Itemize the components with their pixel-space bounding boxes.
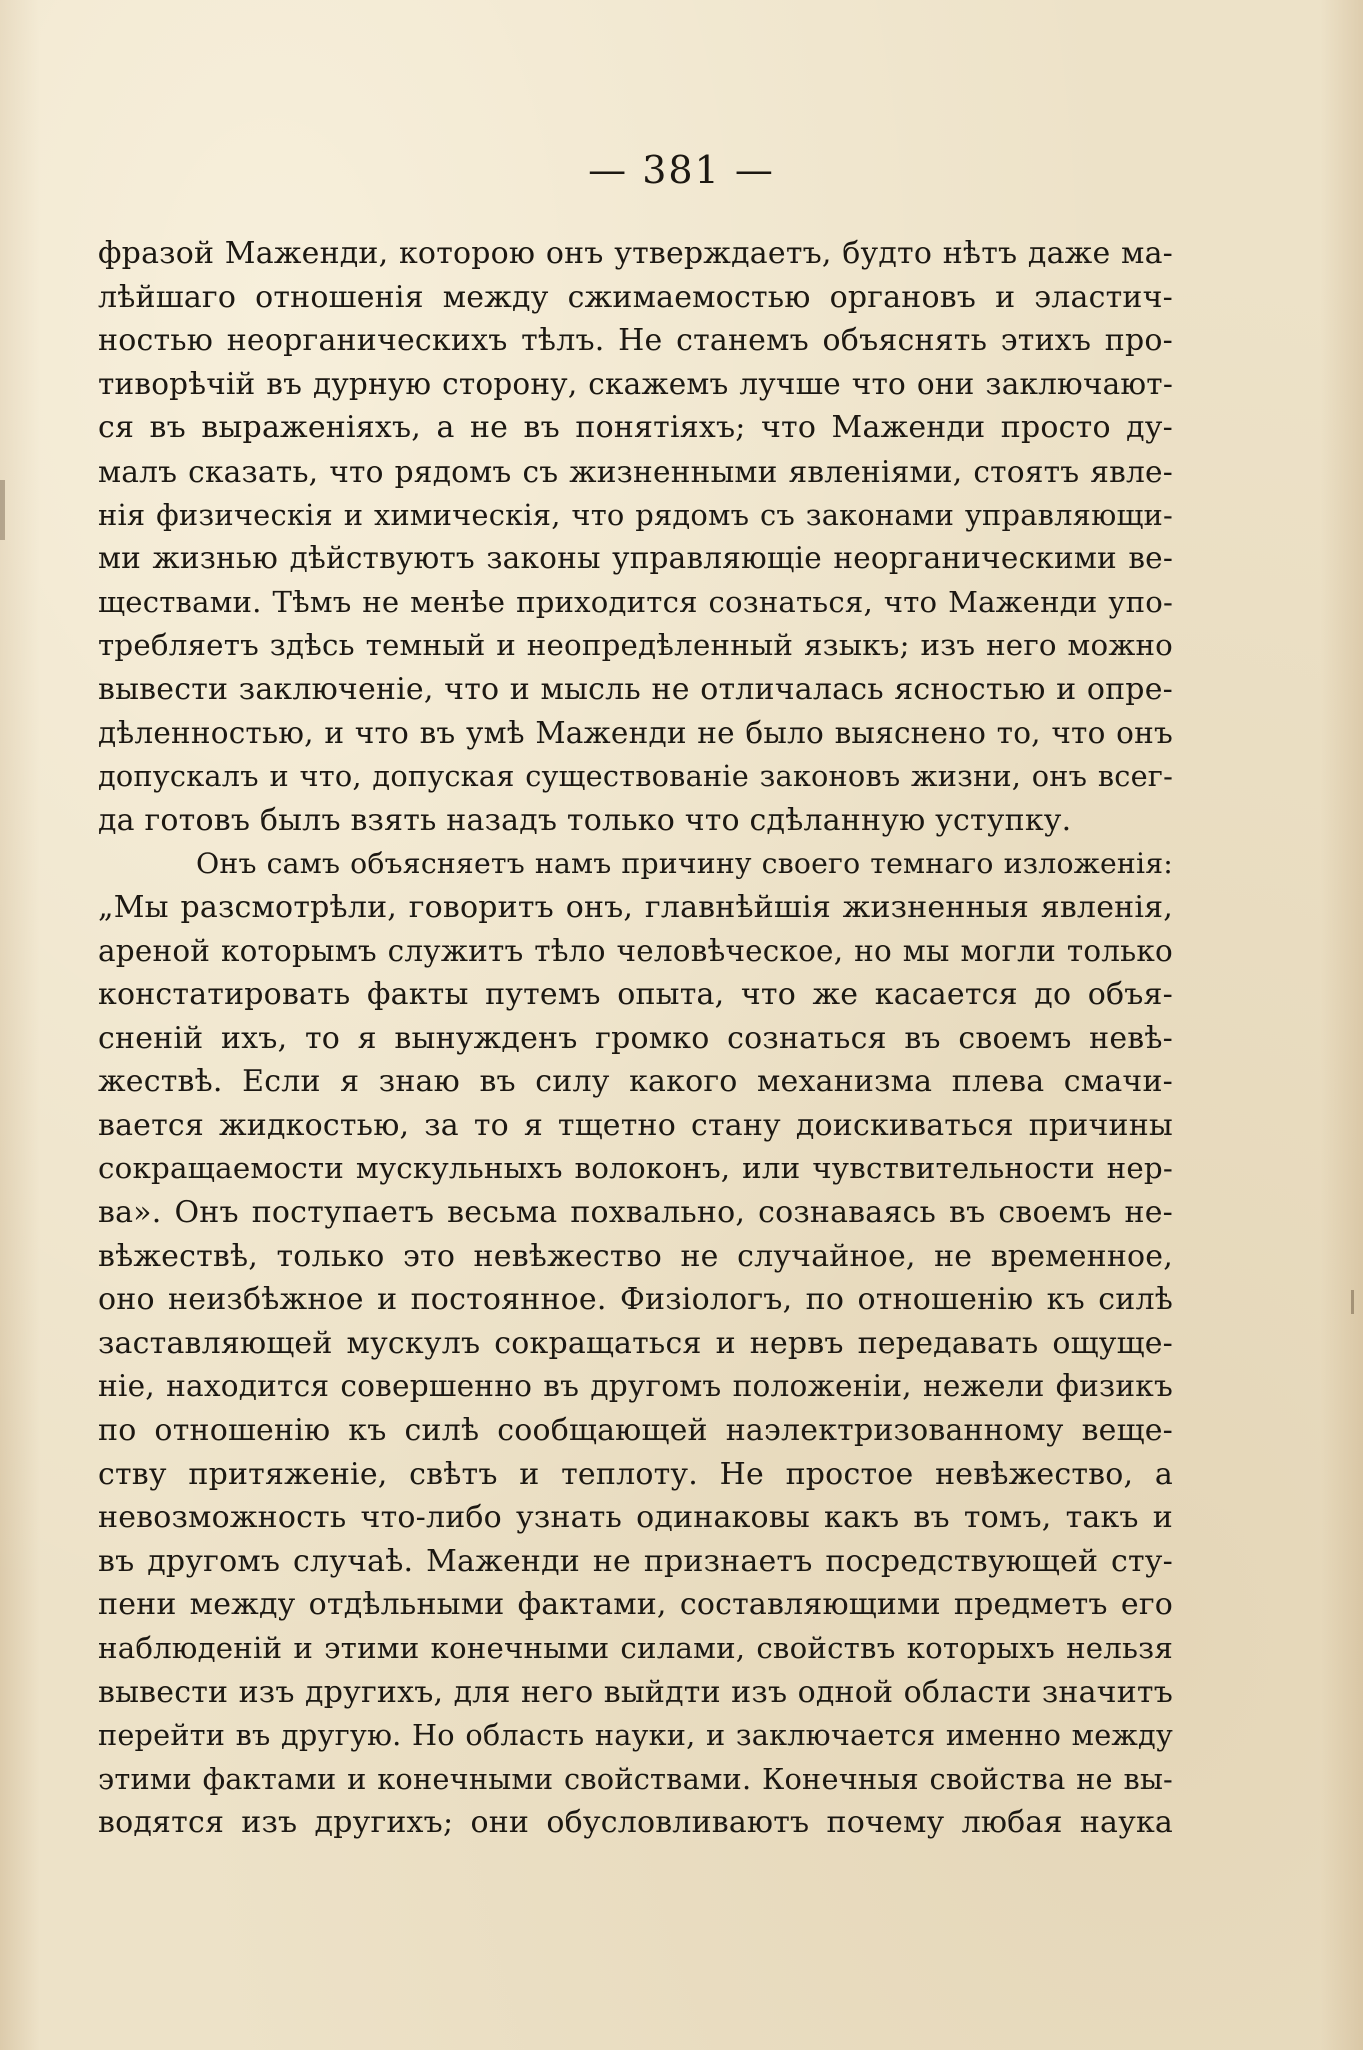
text-line: перейти въ другую. Но область науки, и заключается именно между xyxy=(98,1718,1173,1753)
text-line: малъ сказать, что рядомъ съ жизненными явленіями, стоятъ явле- xyxy=(98,453,1173,489)
text-line: наблюденій и этими конечными силами, свойствъ которыхъ нельзя xyxy=(98,1631,1173,1665)
text-line: этими фактами и конечными свойствами. Конечныя свойства не вы- xyxy=(98,1761,1173,1796)
text-line: „Мы разсмотрѣли, говоритъ онъ, главнѣйшія жизненныя явленія, xyxy=(98,889,1173,925)
paragraph-1 xyxy=(98,232,1173,842)
margin-stain xyxy=(0,480,5,540)
text-line: жествѣ. Если я знаю въ силу какого механизма плева смачи- xyxy=(98,1064,1173,1100)
text-line: вывести изъ другихъ, для него выйдти изъ одной области значитъ xyxy=(98,1674,1173,1710)
text-line: ареной которымъ служитъ тѣло человѣческое, но мы могли только xyxy=(98,933,1173,968)
text-line: ществами. Тѣмъ не менѣе приходится сознаться, что Маженди упо- xyxy=(98,584,1173,619)
text-line: вѣжествѣ, только это невѣжество не случайное, не временное, xyxy=(98,1238,1173,1274)
text-line: невозможность что-либо узнать одинаковы какъ въ томъ, такъ и xyxy=(98,1500,1173,1536)
text-line: констатировать факты путемъ опыта, что же касается до объя- xyxy=(98,977,1173,1013)
text-line: сокращаемости мускульныхъ волоконъ, или чувствительности нер- xyxy=(98,1151,1173,1186)
text-line: сненій ихъ, то я вынужденъ громко сознаться въ своемъ невѣ- xyxy=(98,1020,1173,1056)
text-line: вается жидкостью, за то я тщетно стану доискиваться причины xyxy=(98,1107,1173,1143)
text-line: ся въ выраженіяхъ, а не въ понятіяхъ; что Маженди просто ду- xyxy=(98,410,1173,446)
text-line: Онъ самъ объясняетъ намъ причину своего темнаго изложенія: xyxy=(196,847,1173,881)
text-line: заставляющей мускулъ сокращаться и нервъ передавать ощуще- xyxy=(98,1325,1173,1361)
text-line: ству притяженіе, свѣтъ и теплоту. Не простое невѣжество, а xyxy=(98,1456,1173,1492)
text-line: оно неизбѣжное и постоянное. Физіологъ, по отношенію къ силѣ xyxy=(98,1282,1173,1318)
text-line: ностью неорганическихъ тѣлъ. Не станемъ объяснять этихъ про- xyxy=(98,323,1173,359)
text-line: вывести заключеніе, что и мысль не отличалась ясностью и опре- xyxy=(98,671,1173,707)
text-line: лѣйшаго отношенія между сжимаемостью органовъ и эластич- xyxy=(98,279,1173,315)
text-body xyxy=(98,232,1173,1845)
margin-stain xyxy=(1351,1290,1354,1314)
text-line: дѣленностью, и что въ умѣ Маженди не было выяснено то, что онъ xyxy=(98,715,1173,750)
text-line: ніе, находится совершенно въ другомъ положеніи, нежели физикъ xyxy=(98,1369,1173,1404)
text-line: въ другомъ случаѣ. Маженди не признаетъ посредствующей сту- xyxy=(98,1543,1173,1579)
text-line: водятся изъ другихъ; они обусловливаютъ почему любая наука xyxy=(98,1805,1173,1841)
text-line: допускалъ и что, допуская существованіе законовъ жизни, онъ всег- xyxy=(98,759,1173,794)
text-line: нія физическія и химическія, что рядомъ съ законами управляющи- xyxy=(98,497,1173,532)
text-line: тиворѣчій въ дурную сторону, скажемъ лучше что они заключают- xyxy=(98,366,1173,401)
paragraph-2 xyxy=(98,842,1173,1845)
text-line: ва». Онъ поступаетъ весьма похвально, сознаваясь въ своемъ не- xyxy=(98,1195,1173,1231)
page-number: — 381 — xyxy=(588,148,775,192)
text-line: по отношенію къ силѣ сообщающей наэлектризованному веще- xyxy=(98,1413,1173,1449)
text-line: ми жизнью дѣйствуютъ законы управляющіе неорганическими ве- xyxy=(98,541,1173,576)
text-line: да готовъ былъ взять назадъ только что сдѣланную уступку. xyxy=(98,802,1072,838)
text-line: фразой Маженди, которою онъ утверждаетъ, будто нѣтъ даже ма- xyxy=(98,236,1173,271)
text-line: требляетъ здѣсь темный и неопредѣленный языкъ; изъ него можно xyxy=(98,628,1173,663)
text-line: пени между отдѣльными фактами, составляющими предметъ его xyxy=(98,1587,1173,1623)
